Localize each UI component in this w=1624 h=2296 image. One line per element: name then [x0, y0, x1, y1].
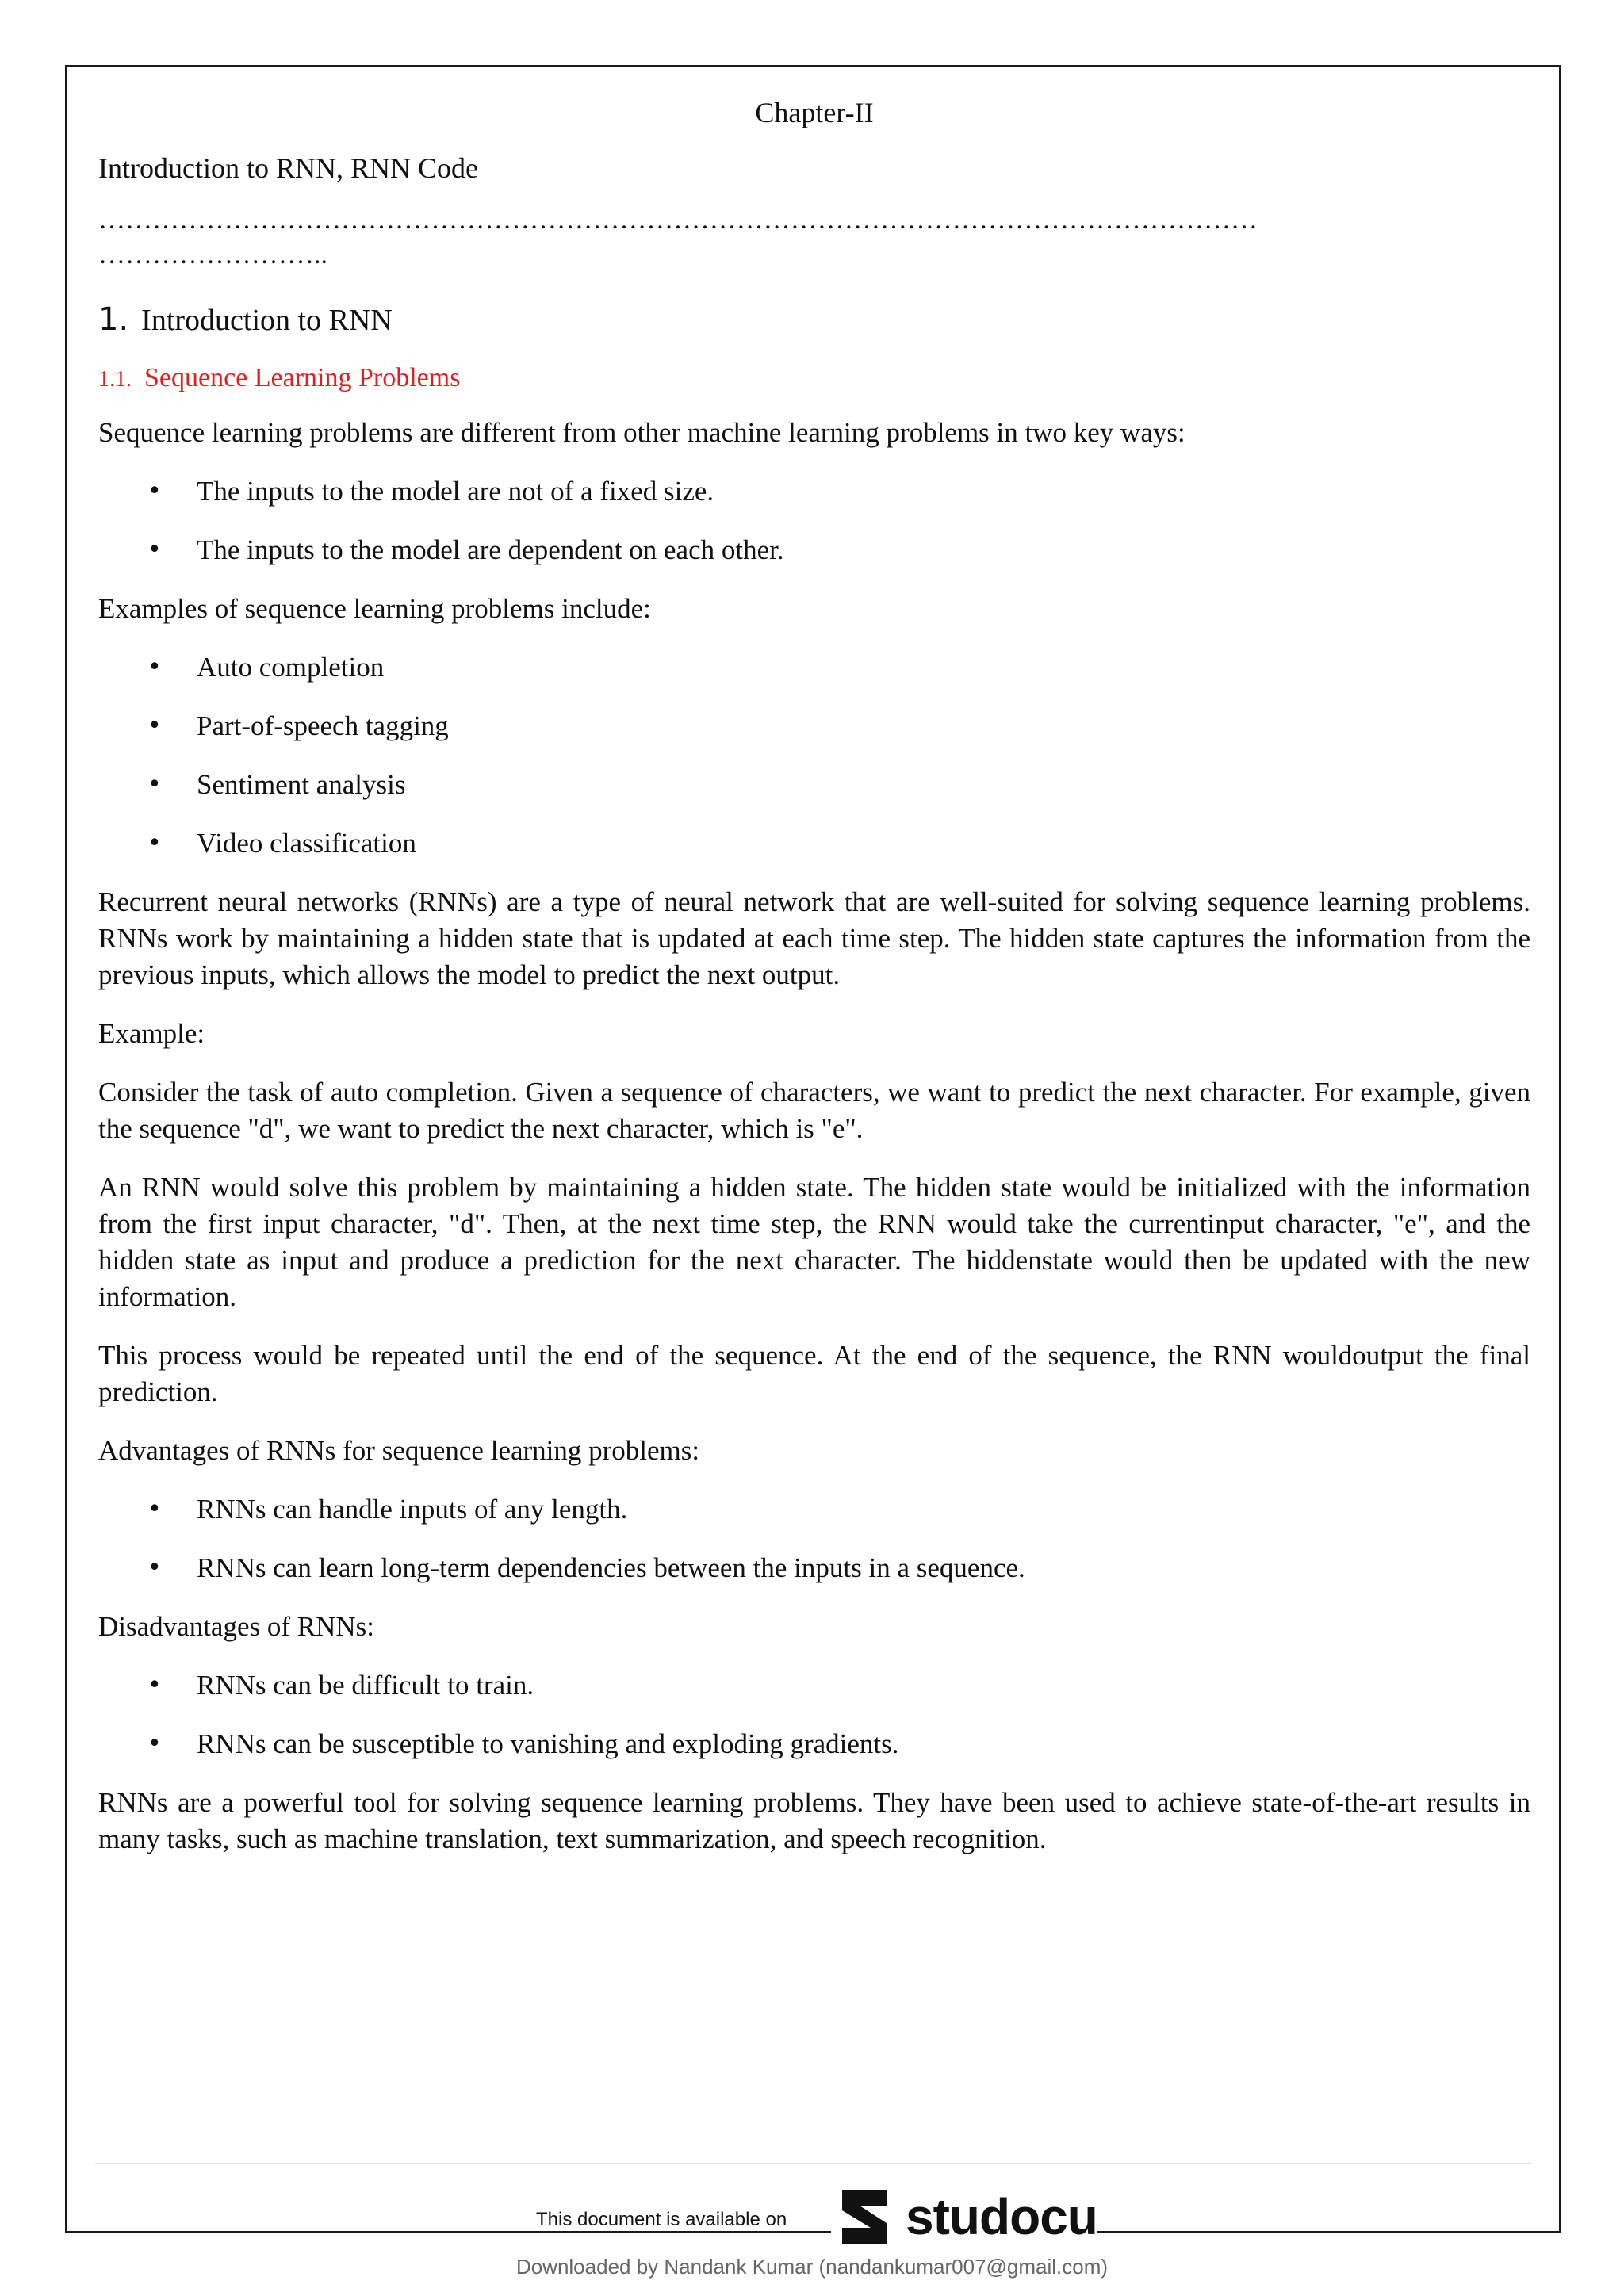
available-on-text: This document is available on — [536, 2209, 787, 2230]
list-item-text: The inputs to the model are not of a fixed size. — [197, 476, 714, 507]
list-item — [98, 473, 1530, 510]
dotted-line-2: …………………….. — [98, 240, 327, 270]
repeat-paragraph: This process would be repeated until the end of the sequence. At the end of the sequence, the RNN wouldoutput the final prediction. — [98, 1340, 1530, 1407]
list-item — [98, 767, 1530, 803]
example-paragraph: Consider the task of auto completion. Given a sequence of characters, we want to predict the next character. For example, given the sequence "d", we want to predict the next character, which is "e". — [98, 1077, 1530, 1144]
bullet-icon: • — [147, 771, 162, 798]
rnn-solve-paragraph: An RNN would solve this problem by maintaining a hidden state. The hidden state would be initialized with the information from the first input character, "d". Then, at the next time step, the RNN would take the currentinput character, "e", and the hidden state as input and produce a prediction for the next character. The hiddenstate would then be updated with the new information. — [98, 1172, 1530, 1312]
subsection-heading-1-1 — [98, 354, 1530, 404]
list-item — [98, 825, 1530, 862]
list-item-text: RNNs can be difficult to train. — [197, 1670, 534, 1701]
bullet-icon: • — [147, 477, 162, 505]
intro-paragraph: Sequence learning problems are different from other machine learning problems in two key ways: — [98, 417, 1185, 448]
list-item — [98, 1550, 1530, 1586]
key-ways-list — [98, 473, 1530, 568]
subsection-title: Sequence Learning Problems — [144, 363, 461, 392]
list-item-text: RNNs can handle inputs of any length. — [197, 1494, 628, 1525]
advantages-list — [98, 1491, 1530, 1586]
bullet-icon: • — [147, 1495, 162, 1523]
examples-intro: Examples of sequence learning problems include: — [98, 593, 651, 624]
list-item-text: RNNs can be susceptible to vanishing and exploding gradients. — [197, 1728, 899, 1759]
list-item-text: Video classification — [197, 828, 416, 859]
bullet-icon: • — [147, 712, 162, 740]
section-number: 1. — [98, 301, 129, 338]
subsection-number: 1.1. — [98, 367, 132, 392]
list-item — [98, 708, 1530, 744]
document-content — [98, 89, 1530, 1880]
bullet-icon: • — [147, 1554, 162, 1582]
list-item — [98, 1667, 1530, 1704]
dotted-line-1: ………………………………………………………………………………………………………………… — [98, 205, 1258, 235]
advantages-intro: Advantages of RNNs for sequence learning problems: — [98, 1435, 700, 1466]
document-title: Introduction to RNN, RNN Code — [98, 152, 478, 184]
studocu-logo-icon — [831, 2182, 901, 2252]
bullet-icon: • — [147, 1730, 162, 1758]
dotted-separator — [98, 203, 1530, 273]
bullet-icon: • — [147, 1671, 162, 1699]
bullet-icon: • — [147, 829, 162, 857]
list-item-text: The inputs to the model are dependent on each other. — [197, 534, 784, 565]
list-item-text: Part-of-speech tagging — [197, 710, 449, 741]
disadvantages-intro: Disadvantages of RNNs: — [98, 1611, 375, 1642]
conclusion-paragraph: RNNs are a powerful tool for solving sequence learning problems. They have been used to achieve state-of-the-art results in many tasks, such as machine translation, text summarization, and speech recognition. — [98, 1787, 1530, 1854]
bullet-icon: • — [147, 653, 162, 681]
disadvantages-list — [98, 1667, 1530, 1762]
footer-divider — [95, 2163, 1532, 2164]
studocu-brand[interactable] — [831, 2182, 1097, 2252]
section-heading-1 — [98, 295, 1530, 345]
list-item — [98, 649, 1530, 686]
list-item — [98, 1726, 1530, 1762]
list-item-text: Auto completion — [197, 652, 385, 683]
list-item-text: Sentiment analysis — [197, 769, 406, 800]
downloaded-by-text: Downloaded by Nandank Kumar (nandankumar007@gmail.com) — [515, 2255, 1109, 2279]
rnn-paragraph: Recurrent neural networks (RNNs) are a type of neural network that are well-suited for solving sequence learning problems. RNNs work by maintaining a hidden state that is updated at each time step. The hidden state captures the information from the previous inputs, which allows the model to predict the next output. — [98, 886, 1530, 990]
section-title: Introduction to RNN — [141, 304, 393, 337]
list-item — [98, 1491, 1530, 1528]
studocu-wordmark: studocu — [906, 2188, 1097, 2245]
examples-list — [98, 649, 1530, 862]
list-item-text: RNNs can learn long-term dependencies between the inputs in a sequence. — [197, 1552, 1025, 1583]
list-item — [98, 532, 1530, 568]
bullet-icon: • — [147, 536, 162, 564]
example-label: Example: — [98, 1018, 205, 1049]
chapter-label: Chapter-II — [755, 97, 874, 128]
